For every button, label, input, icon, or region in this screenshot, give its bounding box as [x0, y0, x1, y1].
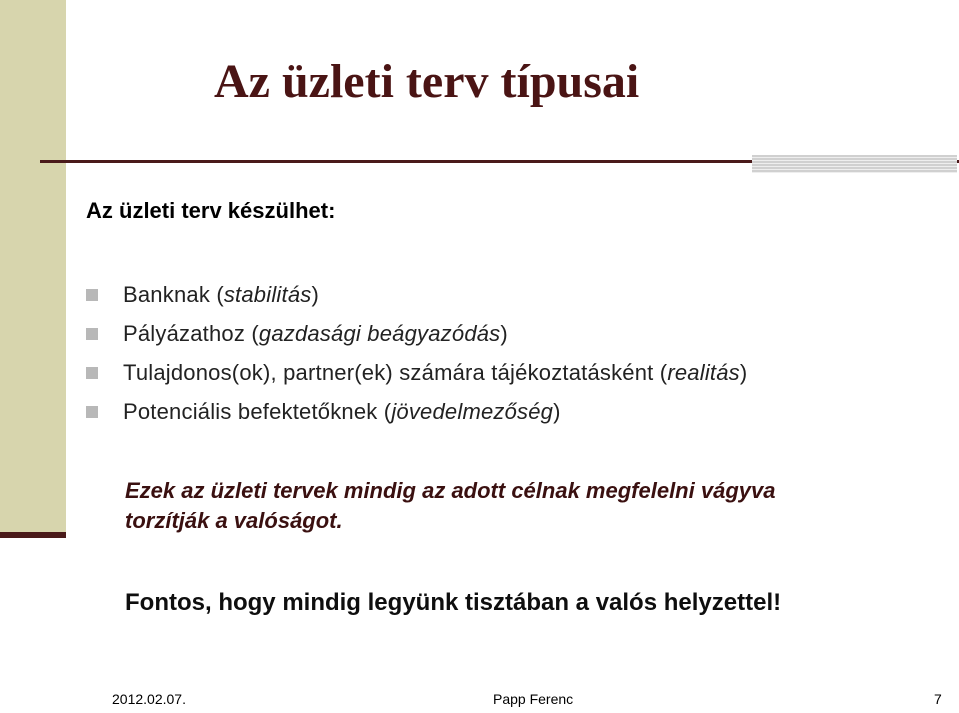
bullet-text [123, 360, 747, 386]
square-bullet-icon [86, 328, 98, 340]
bullet-text [123, 321, 508, 347]
square-bullet-icon [86, 367, 98, 379]
bullet-text-italic: gazdasági beágyazódás [258, 320, 501, 346]
bullet-text-plain: Pályázathoz ( [123, 320, 259, 346]
emphasis-statement: Fontos, hogy mindig legyünk tisztában a valós helyzettel! [125, 589, 782, 616]
bullet-text-suffix: ) [311, 281, 319, 307]
bullet-text-plain: Potenciális befektetőknek ( [123, 398, 392, 424]
bullet-item [86, 392, 747, 431]
bullet-item [86, 275, 747, 314]
footer-date: 2012.02.07. [112, 691, 186, 707]
bullet-text-italic: stabilitás [223, 281, 312, 307]
square-bullet-icon [86, 289, 98, 301]
note-paragraph [125, 476, 775, 536]
side-band-base-line [0, 532, 66, 538]
slide-subtitle: Az üzleti terv készülhet: [86, 198, 336, 223]
side-band-decoration [0, 0, 66, 537]
bullet-text [123, 282, 319, 308]
footer-author: Papp Ferenc [493, 691, 574, 707]
bullet-text-plain: Tulajdonos(ok), partner(ek) számára tájékoztatásként ( [123, 359, 668, 385]
bullet-text-suffix: ) [739, 359, 748, 385]
square-bullet-icon [86, 406, 98, 418]
bullet-text-suffix: ) [500, 320, 508, 346]
bullet-text-suffix: ) [553, 398, 561, 424]
bullet-item [86, 314, 747, 353]
bullet-text [123, 399, 561, 425]
bullet-text-italic: jövedelmezőség [391, 398, 554, 424]
bullet-list [86, 275, 747, 431]
divider-accent-block [752, 155, 957, 173]
slide-title: Az üzleti terv típusai [214, 55, 640, 108]
note-line-2: torzítják a valóságot. [125, 508, 343, 533]
footer-page-number: 7 [934, 691, 942, 707]
note-line-1: Ezek az üzleti tervek mindig az adott célnak megfelelni vágyva [125, 478, 776, 503]
bullet-item [86, 353, 747, 392]
bullet-text-plain: Banknak ( [123, 281, 224, 307]
bullet-text-italic: realitás [667, 359, 740, 385]
